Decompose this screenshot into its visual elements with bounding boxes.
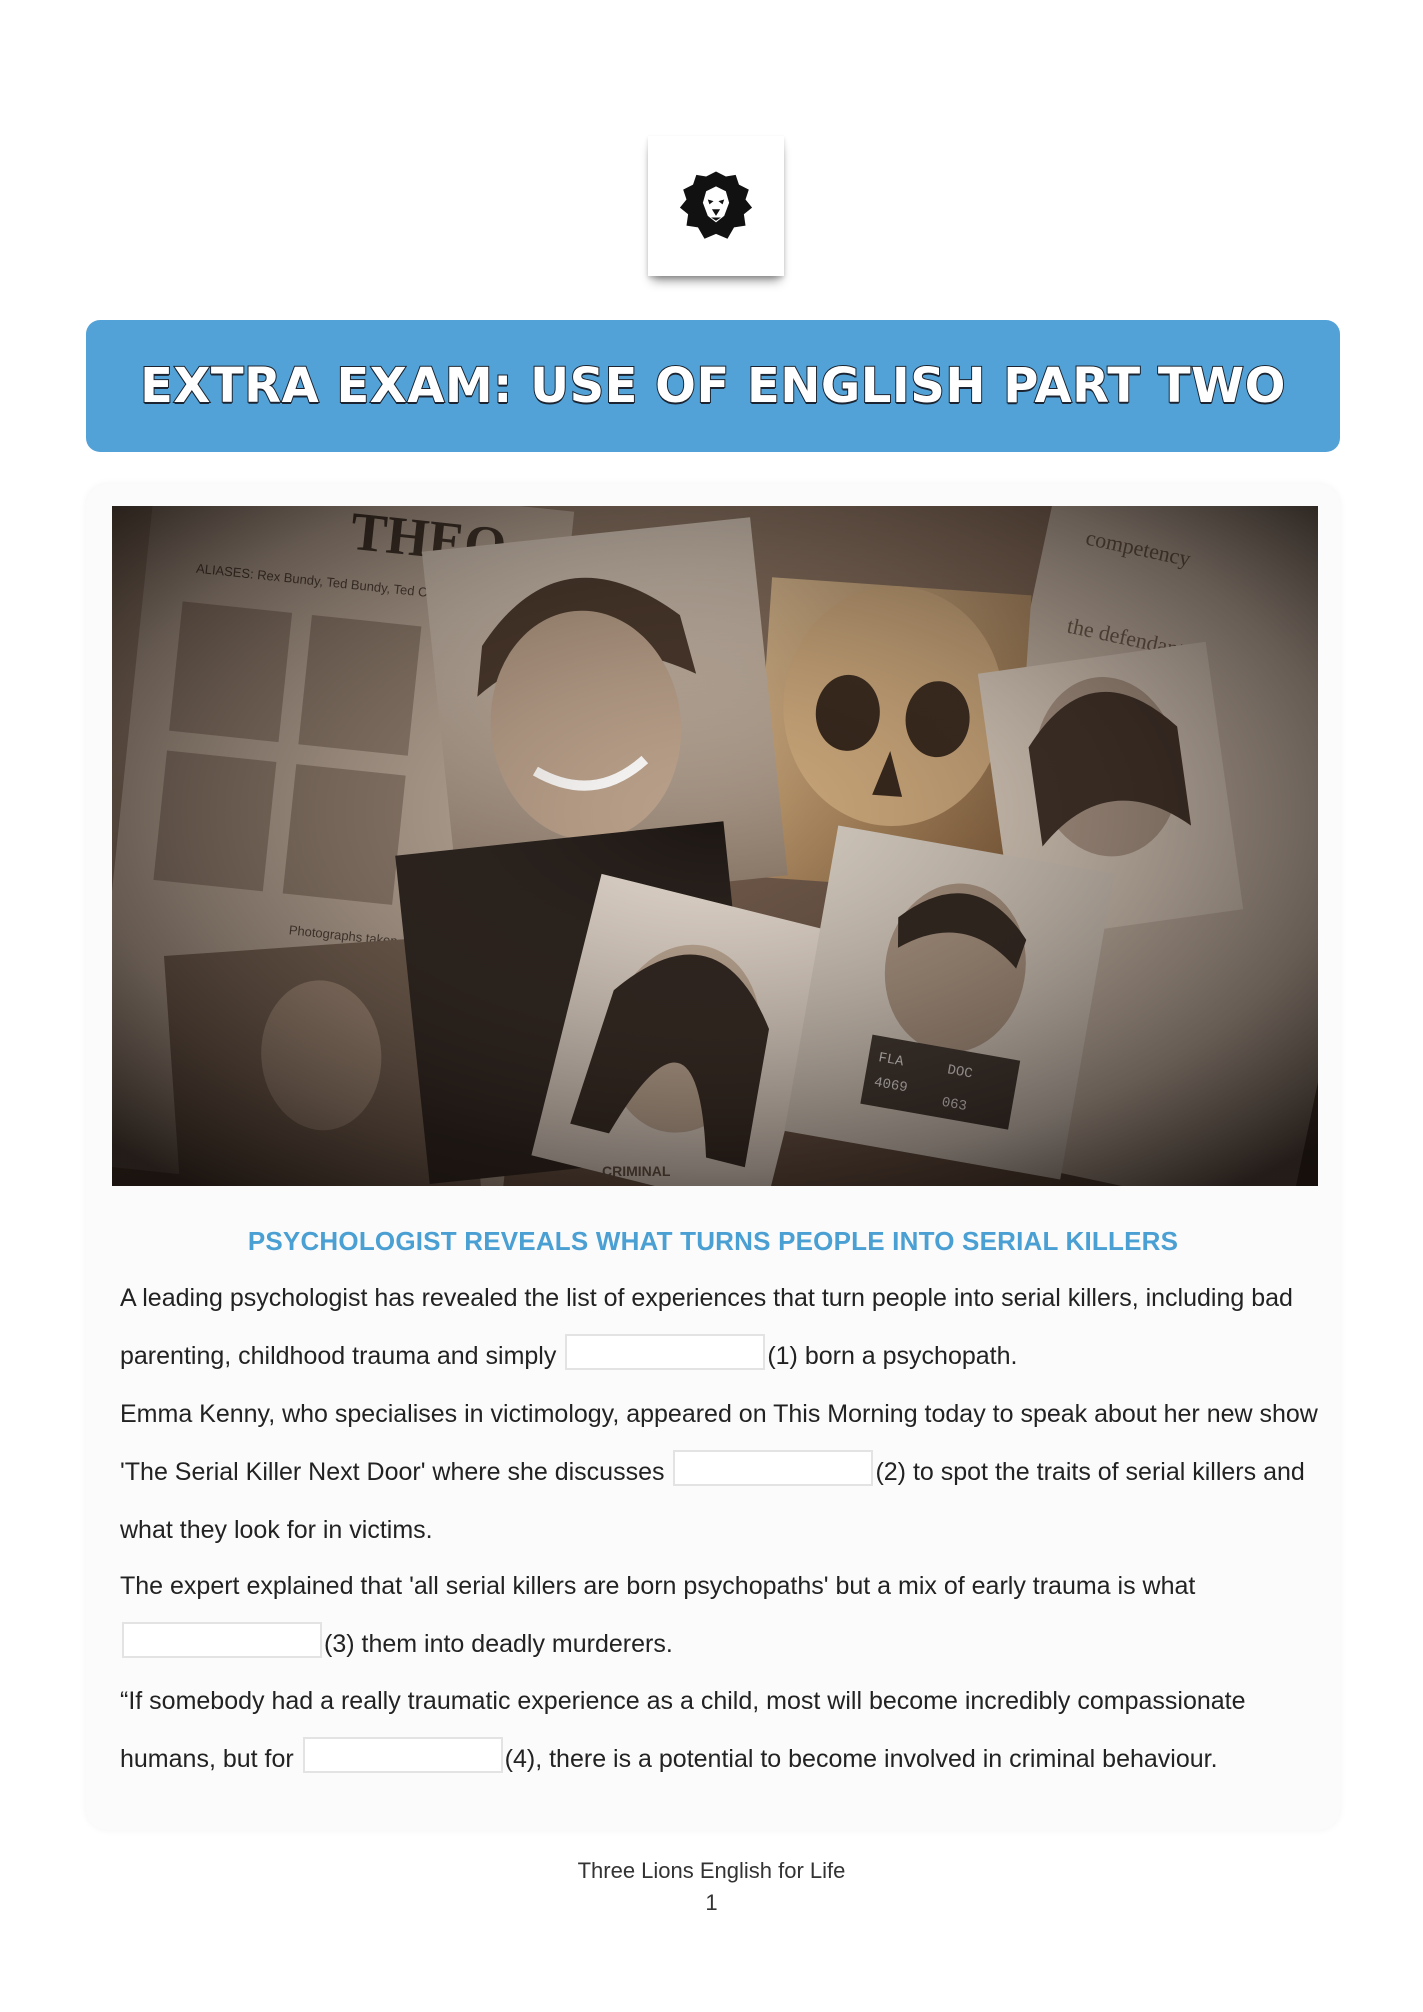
serial-killer-collage-photo: [112, 506, 1318, 1186]
article-headline: PSYCHOLOGIST REVEALS WHAT TURNS PEOPLE INTO SERIAL KILLERS: [247, 1226, 1179, 1256]
paragraph-3-end: them into deadly murderers.: [354, 1630, 673, 1658]
paragraph-1: [120, 1269, 1320, 1385]
paragraph-4: [120, 1672, 1320, 1788]
paragraph-2-end: to spot the traits of serial killers and what they look for in victims.: [120, 1458, 1305, 1544]
gap-label-3: (3): [324, 1630, 355, 1658]
gap-label-4: (4): [504, 1745, 536, 1773]
paragraph-2: [120, 1385, 1320, 1559]
gap-input-2[interactable]: [673, 1450, 873, 1486]
title-banner: [86, 320, 1340, 452]
gap-label-1: (1): [767, 1342, 798, 1370]
paragraph-3-start: The expert explained that 'all serial killers are born psychopaths' but a mix of early trauma is what: [120, 1572, 1196, 1600]
page-title: EXTRA EXAM: USE OF ENGLISH PART TWO: [140, 358, 1286, 414]
gap-input-4[interactable]: [303, 1737, 503, 1773]
footer-text: Three Lions English for Life: [577, 1858, 846, 1883]
paragraph-3: [120, 1557, 1320, 1673]
logo-badge: [648, 136, 784, 276]
paragraph-2-start: Emma Kenny, who specialises in victimology, appeared on This Morning today to speak about her new show 'The Serial Killer Next Door' where she discusses: [120, 1400, 1318, 1486]
paragraph-1-start: A leading psychologist has revealed the list of experiences that turn people into serial killers, including bad parenting, childhood trauma and simply: [120, 1284, 1293, 1370]
lion-head-icon: [675, 165, 757, 247]
page-number: 1: [705, 1890, 718, 1915]
paragraph-4-start: “If somebody had a really traumatic experience as a child, most will become incredibly compassionate humans, but for: [120, 1687, 1246, 1773]
gap-input-1[interactable]: [565, 1334, 765, 1370]
paragraph-1-end: born a psychopath.: [797, 1342, 1018, 1370]
gap-input-3[interactable]: [122, 1622, 322, 1658]
gap-label-2: (2): [875, 1458, 906, 1486]
paragraph-4-end: , there is a potential to become involved in criminal behaviour.: [535, 1745, 1218, 1773]
